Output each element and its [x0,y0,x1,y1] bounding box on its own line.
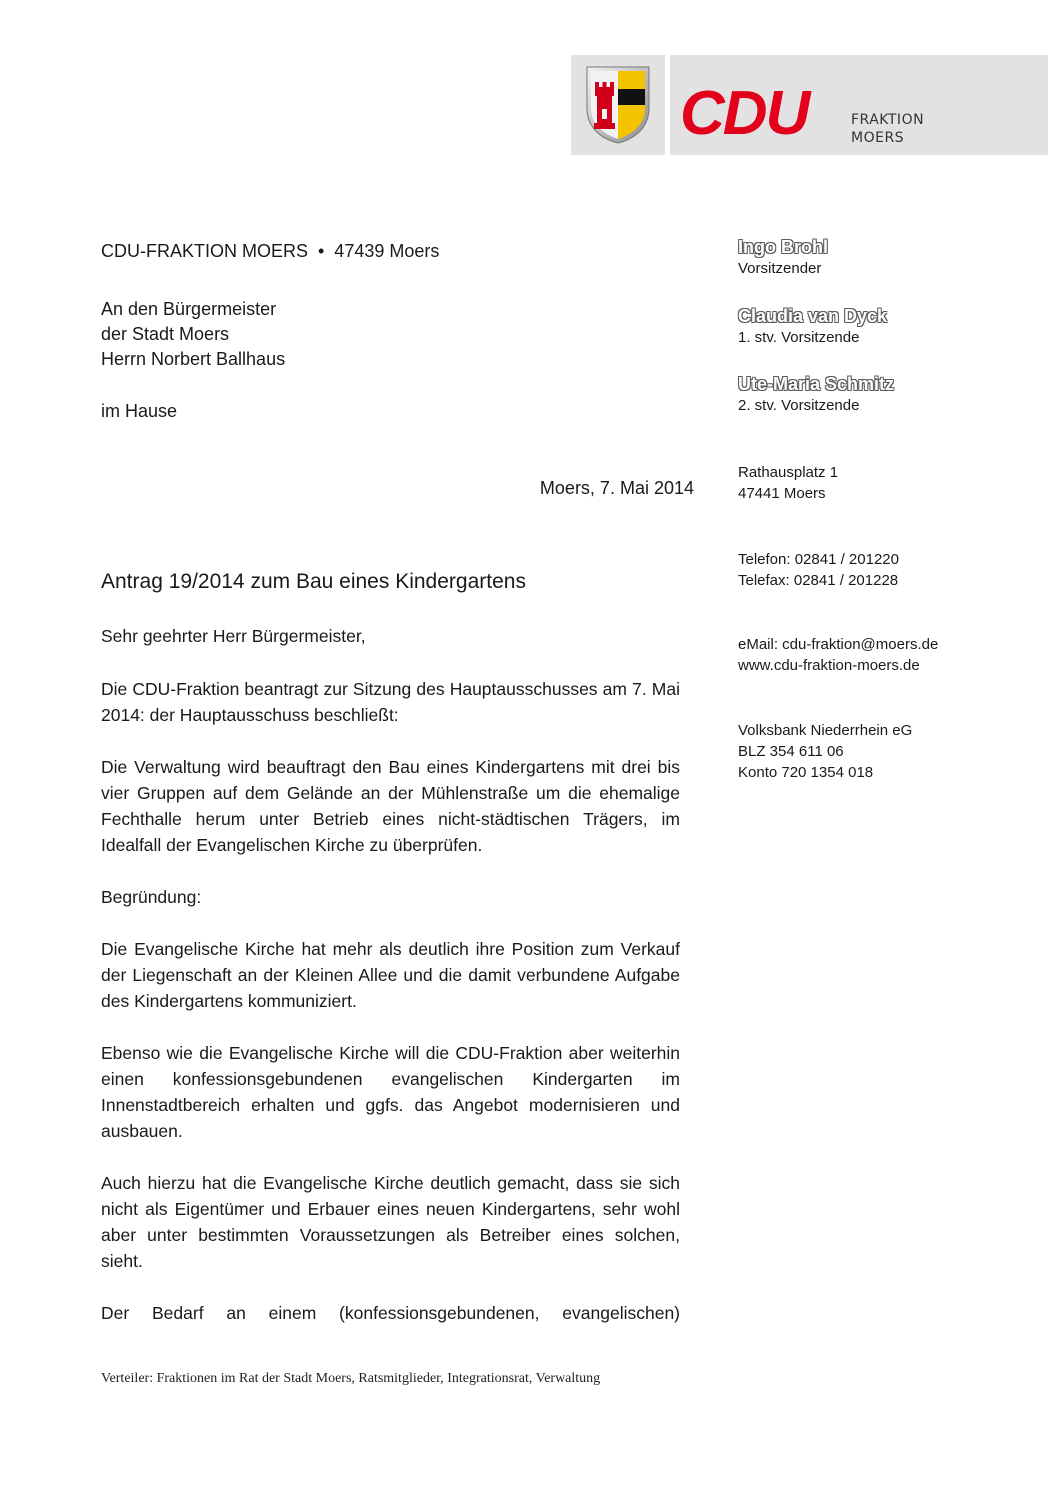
paragraph: Ebenso wie die Evangelische Kirche will die CDU-Fraktion aber weiterhin einen konfessionsgebundenen evangelischen Kindergarten im Innenstadtbereich erhalten und ggfs. das Angebot modernisieren und ausbauen. [101,1043,680,1141]
paragraph: Begründung: [101,887,202,907]
person-block [738,236,828,279]
paragraph: Der Bedarf an einem (konfessionsgebundenen, evangelischen) [101,1303,680,1323]
greeting: Sehr geehrter Herr Bürgermeister, [101,626,366,646]
fraktion-label: FRAKTION MOERS [851,112,925,146]
bank-code: BLZ 354 611 06 [738,743,844,760]
paragraph: Die Evangelische Kirche hat mehr als deutlich ihre Position zum Verkauf der Liegenschaft an der Kleinen Allee und die damit verbundene Aufgabe des Kindergartens kommuniziert. [101,939,680,1011]
person-block [738,305,887,348]
person-name: Ute-Maria Schmitz [738,374,895,394]
bank-account: Konto 720 1354 018 [738,764,874,781]
website-url: www.cdu-fraktion-moers.de [738,657,920,674]
person-name: Ingo Brohl [738,237,828,257]
cdu-banner [670,55,1048,155]
person-role: 1. stv. Vorsitzende [738,329,860,346]
person-role: Vorsitzender [738,260,822,277]
person-block [738,373,894,416]
moers-coat-of-arms-icon [585,65,651,145]
recipient-line: An den Bürgermeister [101,299,277,319]
fax-number: Telefax: 02841 / 201228 [738,572,899,589]
email-address: eMail: cdu-fraktion@moers.de [738,636,939,653]
distribution-footer: Verteiler: Fraktionen im Rat der Stadt Moers, Ratsmitglieder, Integrationsrat, Verwaltung [101,1371,601,1386]
im-hause: im Hause [101,401,178,421]
cdu-logo-text: CDU [680,79,809,148]
office-address: Rathausplatz 1 47441 Moers [738,464,839,502]
letter-date: Moers, 7. Mai 2014 [539,478,694,498]
phone-block [738,549,899,591]
paragraph: Die CDU-Fraktion beantragt zur Sitzung des Hauptausschusses am 7. Mai 2014: der Hauptausschuss beschließt: [101,679,680,725]
crest-panel [571,55,665,155]
person-name: Claudia van Dyck [738,306,888,326]
bank-block [738,720,912,783]
web-block [738,634,938,676]
recipient-line: der Stadt Moers [101,324,230,344]
letter-body [101,623,680,1352]
recipient-line: Herrn Norbert Ballhaus [101,349,286,369]
paragraph: Die Verwaltung wird beauftragt den Bau eines Kindergartens mit drei bis vier Gruppen auf dem Gelände an der Mühlenstraße um die ehemalige Fechthalle herum unter Betrieb eines nicht-städtischen Trägers, im Idealfall der Evangelischen Kirche zu überprüfen. [101,757,680,855]
bank-name: Volksbank Niederrhein eG [738,722,913,739]
recipient-address [101,297,285,372]
person-role: 2. stv. Vorsitzende [738,397,860,414]
sender-line: CDU-FRAKTION MOERS • 47439 Moers [101,241,440,261]
paragraph: Auch hierzu hat die Evangelische Kirche deutlich gemacht, dass sie sich nicht als Eigentümer und Erbauer eines neuen Kindergartens, sehr wohl aber unter bestimmten Voraussetzungen als Betreiber eines solchen, sieht. [101,1173,680,1271]
phone-number: Telefon: 02841 / 201220 [738,551,899,568]
letter-subject: Antrag 19/2014 zum Bau eines Kindergartens [101,570,526,593]
